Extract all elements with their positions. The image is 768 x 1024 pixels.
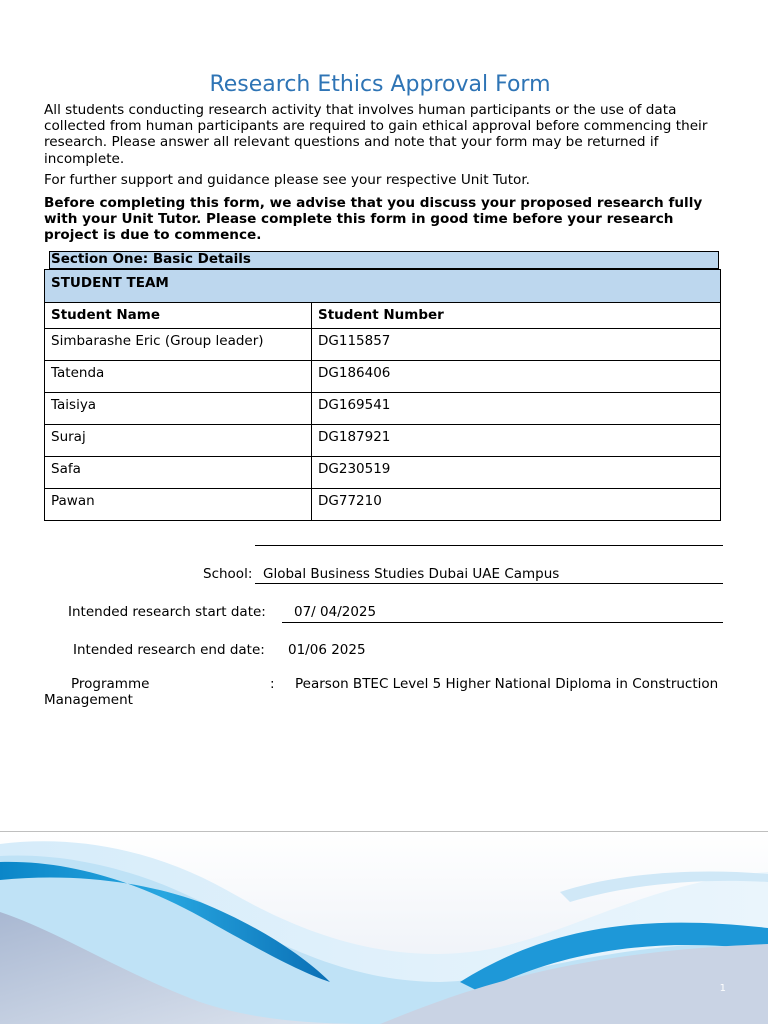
student-number-cell[interactable]: DG169541 <box>312 393 721 425</box>
student-name-cell[interactable]: Simbarashe Eric (Group leader) <box>45 329 312 361</box>
student-number-cell[interactable]: DG186406 <box>312 361 721 393</box>
start-date-field[interactable]: 07/ 04/2025 <box>294 604 377 620</box>
student-number-cell[interactable]: DG187921 <box>312 425 721 457</box>
student-number-cell[interactable]: DG230519 <box>312 457 721 489</box>
student-team-table <box>44 269 721 521</box>
table-row <box>45 489 721 521</box>
student-name-cell[interactable]: Taisiya <box>45 393 312 425</box>
column-header-name: Student Name <box>45 303 312 329</box>
form-title: Research Ethics Approval Form <box>209 72 551 97</box>
school-underline <box>255 583 723 584</box>
section-one-heading: Section One: Basic Details <box>49 251 719 269</box>
student-name-cell[interactable]: Pawan <box>45 489 312 521</box>
blank-underline <box>255 545 723 546</box>
programme-colon: : <box>270 676 275 692</box>
column-header-number: Student Number <box>312 303 721 329</box>
student-number-cell[interactable]: DG77210 <box>312 489 721 521</box>
start-date-label: Intended research start date: <box>68 604 266 620</box>
table-row <box>45 457 721 489</box>
team-heading: STUDENT TEAM <box>45 270 721 303</box>
student-name-cell[interactable]: Tatenda <box>45 361 312 393</box>
footer-wave-graphic <box>0 832 768 1024</box>
end-date-label: Intended research end date: <box>73 642 265 658</box>
table-row <box>45 425 721 457</box>
end-date-field[interactable]: 01/06 2025 <box>288 642 366 658</box>
student-number-cell[interactable]: DG115857 <box>312 329 721 361</box>
support-paragraph: For further support and guidance please see your respective Unit Tutor. <box>44 172 531 188</box>
start-date-underline <box>282 622 723 623</box>
programme-field-continued[interactable]: Management <box>44 692 133 708</box>
intro-paragraph: All students conducting research activity that involves human participants or the use of data collected from human participants are required to gain ethical approval before commencing their research. Please answer all relevant questions and note that your form may be returned if incomplete. <box>44 102 708 167</box>
column-header-row <box>45 303 721 329</box>
student-name-cell[interactable]: Suraj <box>45 425 312 457</box>
student-name-cell[interactable]: Safa <box>45 457 312 489</box>
table-row <box>45 361 721 393</box>
page-number: 1 <box>719 983 726 994</box>
advice-paragraph: Before completing this form, we advise that you discuss your proposed research fully with your Unit Tutor. Please complete this form in good time before your research project is due to commence. <box>44 195 703 244</box>
table-row <box>45 329 721 361</box>
programme-label: Programme <box>71 676 150 692</box>
school-label: School: <box>203 566 253 582</box>
table-row <box>45 393 721 425</box>
programme-field[interactable]: Pearson BTEC Level 5 Higher National Diploma in Construction <box>295 676 719 692</box>
team-header-row <box>45 270 721 303</box>
school-field[interactable]: Global Business Studies Dubai UAE Campus <box>263 566 560 582</box>
